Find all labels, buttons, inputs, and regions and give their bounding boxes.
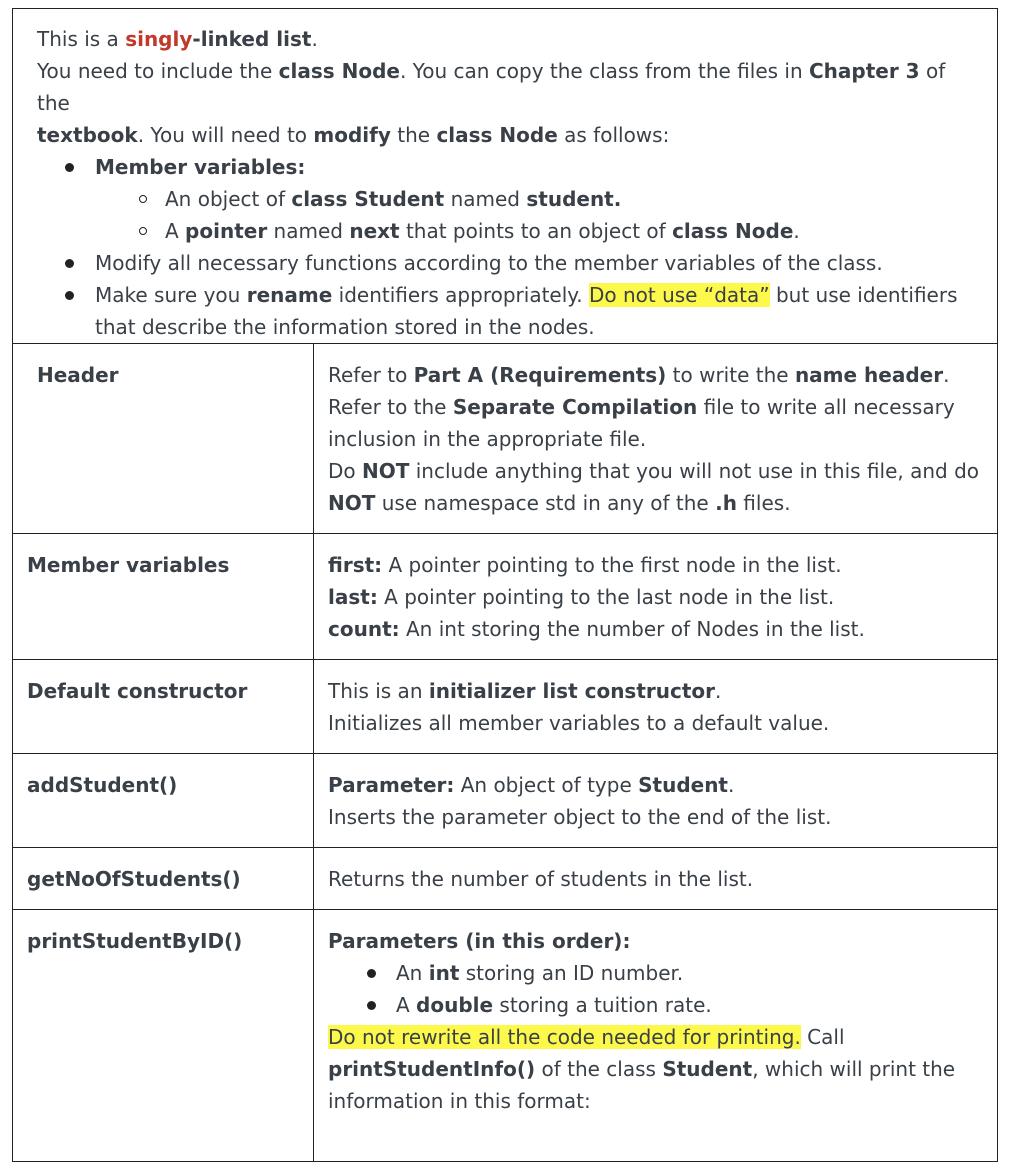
intro-line-3: textbook. You will need to modify the class Node as follows:	[37, 123, 670, 147]
ctor-desc-2: Initializes all member variables to a default value.	[328, 711, 830, 735]
description-cell	[314, 848, 998, 910]
label-cell	[13, 848, 314, 910]
header-desc-1: Refer to Part A (Requirements) to write the name header.	[328, 363, 950, 387]
intro-bullet-list-2	[37, 247, 973, 343]
row-label: addStudent()	[27, 773, 178, 797]
bullet-member-variables: Member variables:	[37, 151, 973, 183]
label-cell	[13, 344, 314, 534]
header-desc-3: Do NOT include anything that you will not use in this file, and do NOT use namespace std in any of the .h files.	[328, 459, 979, 515]
label-cell	[13, 660, 314, 754]
description-cell	[314, 344, 998, 534]
row-default-constructor	[13, 660, 998, 754]
intro-line-1: This is a singly-linked list.	[37, 27, 318, 51]
bullet-rename: Make sure you rename identifiers appropriately. Do not use “data” but use identifiers that describe the information stored in the nodes.	[37, 279, 973, 343]
intro-line-2: You need to include the class Node. You can copy the class from the files in Chapter 3 of the	[37, 59, 946, 115]
row-label: Header	[37, 363, 119, 387]
row-add-student	[13, 754, 998, 848]
description-cell	[314, 910, 998, 1162]
row-member-variables	[13, 534, 998, 660]
bullet-modify-functions: Modify all necessary functions according to the member variables of the class.	[37, 247, 973, 279]
row-label: printStudentByID()	[27, 929, 243, 953]
description-cell	[314, 660, 998, 754]
row-print-student-by-id	[13, 910, 998, 1162]
param-double: A double storing a tuition rate.	[328, 989, 983, 1021]
highlight-do-not-use-data: Do not use “data”	[588, 283, 770, 307]
highlight-do-not-rewrite: Do not rewrite all the code needed for printing.	[328, 1025, 801, 1049]
ctor-desc-1: This is an initializer list constructor.	[328, 679, 722, 703]
row-label: getNoOfStudents()	[27, 867, 241, 891]
description-cell	[314, 534, 998, 660]
intro-cell	[13, 9, 998, 344]
sub-bullet-next: A pointer named next that points to an object of class Node.	[37, 215, 973, 247]
row-header	[13, 344, 998, 534]
print-params-heading: Parameters (in this order):	[328, 929, 631, 953]
requirements-table	[12, 8, 998, 1162]
param-list	[328, 957, 983, 1021]
sub-bullet-student: An object of class Student named student.	[37, 183, 973, 215]
add-desc-2: Inserts the parameter object to the end of the list.	[328, 805, 832, 829]
label-cell	[13, 754, 314, 848]
description-cell	[314, 754, 998, 848]
intro-sub-list	[37, 183, 973, 247]
row-label: Member variables	[27, 553, 230, 577]
row-label: Default constructor	[27, 679, 248, 703]
member-first: first: A pointer pointing to the first node in the list.	[328, 553, 842, 577]
add-desc-1: Parameter: An object of type Student.	[328, 773, 735, 797]
member-count: count: An int storing the number of Nodes in the list.	[328, 617, 865, 641]
member-last: last: A pointer pointing to the last node in the list.	[328, 585, 835, 609]
param-int: An int storing an ID number.	[328, 957, 983, 989]
get-desc-1: Returns the number of students in the list.	[328, 867, 754, 891]
label-cell	[13, 534, 314, 660]
header-desc-2: Refer to the Separate Compilation file to write all necessary inclusion in the appropriate file.	[328, 395, 955, 451]
intro-bullet-list	[37, 151, 973, 183]
label-cell	[13, 910, 314, 1162]
row-get-no-of-students	[13, 848, 998, 910]
print-desc-3: printStudentInfo() of the class Student, which will print the information in this format:	[328, 1057, 956, 1113]
print-desc-2: Do not rewrite all the code needed for printing. Call	[328, 1025, 845, 1049]
